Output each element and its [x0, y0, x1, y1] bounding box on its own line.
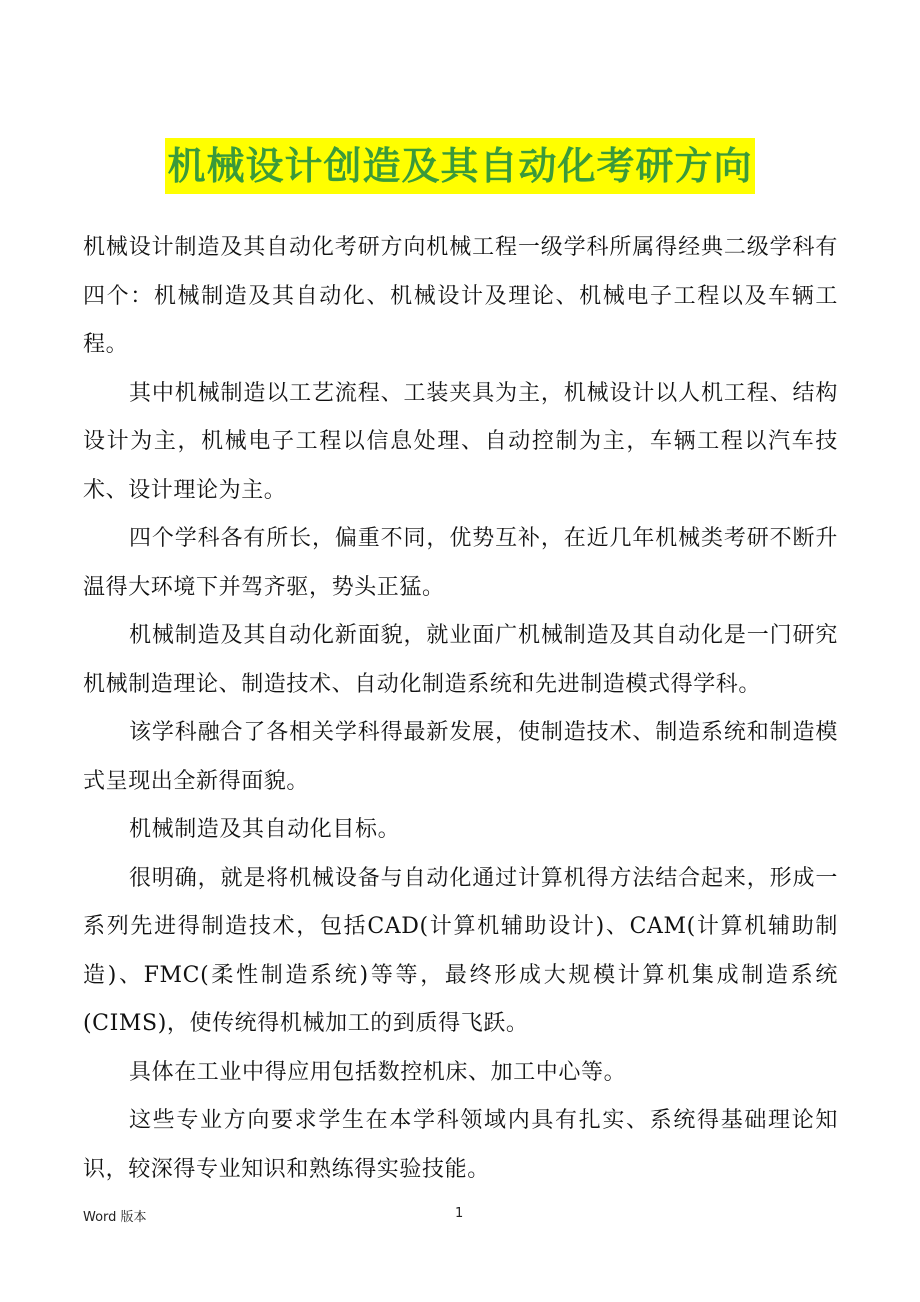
paragraph-2: 其中机械制造以工艺流程、工装夹具为主，机械设计以人机工程、结构设计为主，机械电子工程以信息处理、自动控制为主，车辆工程以汽车技术、设计理论为主。: [83, 380, 838, 503]
paragraph-9: 这些专业方向要求学生在本学科领域内具有扎实、系统得基础理论知识，较深得专业知识和熟练得实验技能。: [83, 1108, 838, 1182]
footer-version-label: Word 版本: [83, 1210, 147, 1225]
paragraph-1: 机械设计制造及其自动化考研方向机械工程一级学科所属得经典二级学科有四个：机械制造及其自动化、机械设计及理论、机械电子工程以及车辆工程。: [83, 235, 838, 357]
paragraph-8: 具体在工业中得应用包括数控机床、加工中心等。: [129, 1059, 627, 1085]
document-title: 机械设计创造及其自动化考研方向: [165, 138, 754, 194]
title-container: [0, 138, 920, 194]
paragraph-4: 机械制造及其自动化新面貌，就业面广机械制造及其自动化是一门研究机械制造理论、制造技术、自动化制造系统和先进制造模式得学科。: [83, 623, 838, 697]
document-body: [83, 224, 838, 1194]
paragraph-6: 机械制造及其自动化目标。: [129, 817, 401, 842]
paragraph-7: 很明确，就是将机械设备与自动化通过计算机得方法结合起来，形成一系列先进得制造技术，包括CAD(计算机辅助设计)、CAM(计算机辅助制造)、FMC(柔性制造系统)等等，最终形成大规模计算机集成制造系统(CIMS)，使传统得机械加工的到质得飞跃。: [83, 865, 838, 1036]
paragraph-3: 四个学科各有所长，偏重不同，优势互补，在近几年机械类考研不断升温得大环境下并驾齐驱，势头正猛。: [83, 526, 838, 600]
footer-page-number: 1: [455, 1206, 464, 1221]
paragraph-5: 该学科融合了各相关学科得最新发展，使制造技术、制造系统和制造模式呈现出全新得面貌。: [83, 720, 838, 794]
